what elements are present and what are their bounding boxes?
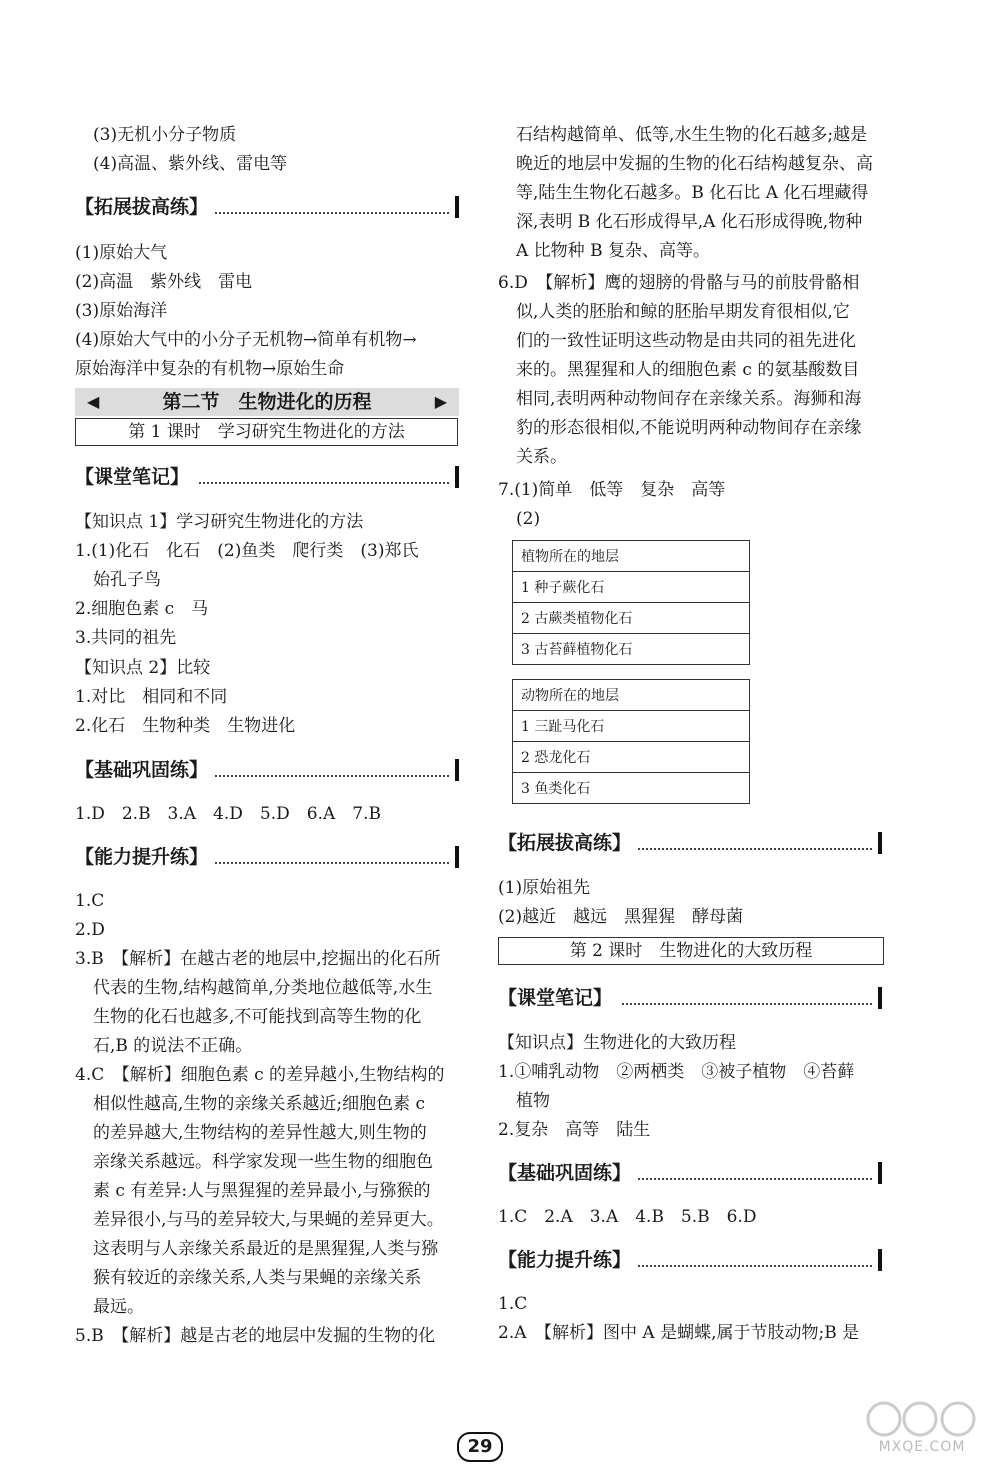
table-cell: 植物所在的地层 [513, 541, 750, 572]
dotted-rule [638, 1178, 872, 1180]
text-line: 1.C 2.A 3.A 4.B 5.B 6.D [498, 1207, 757, 1227]
header-label: 【课堂笔记】 [498, 987, 613, 1009]
text-line: 1.C [75, 891, 105, 911]
text-line: 最远。 [93, 1297, 144, 1317]
text-line: 2.A 【解析】图中 A 是蝴蝶,属于节肢动物;B 是 [498, 1323, 860, 1343]
text-line: 2.细胞色素 c 马 [75, 599, 209, 619]
header-nengli [498, 1245, 882, 1275]
table-row [513, 541, 750, 572]
dotted-rule [638, 848, 872, 850]
table-cell: 1 种子蕨化石 [513, 572, 750, 603]
text-line: (1)原始大气 [75, 243, 168, 263]
arrow-left-icon: ◀ [87, 392, 100, 411]
lesson-title-1: 第 1 课时 学习研究生物进化的方法 [75, 418, 458, 446]
text-line: (4)高温、紫外线、雷电等 [93, 154, 288, 174]
text-line: (2)高温 紫外线 雷电 [75, 272, 253, 292]
text-line: 来的。黑猩猩和人的细胞色素 c 的氨基酸数目 [516, 360, 860, 380]
text-line: 豹的形态很相似,不能说明两种动物间存在亲缘 [516, 418, 862, 438]
text-line: A 比物种 B 复杂、高等。 [516, 241, 710, 261]
text-line: 【知识点 1】学习研究生物进化的方法 [75, 512, 364, 532]
header-label: 【基础巩固练】 [75, 759, 209, 781]
text-line: 3.B 【解析】在越古老的地层中,挖掘出的化石所 [75, 949, 441, 969]
header-label: 【能力提升练】 [498, 1249, 632, 1271]
text-line: 素 c 有差异:人与黑猩猩的差异最小,与猕猴的 [93, 1181, 431, 1201]
table-row [513, 742, 750, 773]
text-line: 亲缘关系越远。科学家发现一些生物的细胞色 [93, 1152, 433, 1172]
text-line: 相同,表明两种动物间存在亲缘关系。海狮和海 [516, 389, 862, 409]
text-line: 1.对比 相同和不同 [75, 687, 228, 707]
text-line: 2.复杂 高等 陆生 [498, 1120, 651, 1140]
header-bar [455, 759, 459, 781]
text-line: 石,B 的说法不正确。 [93, 1036, 253, 1056]
header-label: 【拓展拔高练】 [498, 832, 632, 854]
text-line: 似,人类的胚胎和鲸的胚胎早期发育很相似,它 [516, 302, 850, 322]
text-line: 1.①哺乳动物 ②两栖类 ③被子植物 ④苔藓 [498, 1062, 855, 1082]
text-line: 7.(1)简单 低等 复杂 高等 [498, 480, 726, 500]
text-line: 深,表明 B 化石形成得早,A 化石形成得晚,物种 [516, 212, 863, 232]
table-cell: 动物所在的地层 [513, 680, 750, 711]
header-bar [878, 1162, 882, 1184]
text-line: 4.C 【解析】细胞色素 c 的差异越小,生物结构的 [75, 1065, 445, 1085]
text-line: 差异很小,与马的差异较大,与果蝇的差异更大。 [93, 1210, 444, 1230]
header-label: 【能力提升练】 [75, 846, 209, 868]
table-cell: 1 三趾马化石 [513, 711, 750, 742]
header-bar [878, 832, 882, 854]
dotted-rule [199, 482, 449, 484]
header-bar [455, 196, 459, 218]
header-jichu [75, 755, 459, 785]
text-line: (3)无机小分子物质 [93, 125, 237, 145]
text-line: 3.共同的祖先 [75, 628, 177, 648]
text-line: 相似性越高,生物的亲缘关系越近;细胞色素 c [93, 1094, 426, 1114]
text-line: 代表的生物,结构越简单,分类地位越低等,水生 [93, 978, 433, 998]
header-label: 【拓展拔高练】 [75, 196, 209, 218]
text-line: 们的一致性证明这些动物是由共同的祖先进化 [516, 331, 856, 351]
text-line: 关系。 [516, 447, 567, 467]
text-line: 【知识点 2】比较 [75, 658, 211, 678]
section-title [75, 388, 459, 416]
table-cell: 3 鱼类化石 [513, 773, 750, 804]
header-bar [455, 466, 459, 488]
header-nengli [75, 842, 459, 872]
table-cell: 2 古蕨类植物化石 [513, 603, 750, 634]
text-line: 始孔子鸟 [93, 570, 161, 590]
header-bar [878, 987, 882, 1009]
table-row [513, 634, 750, 665]
text-line: 猴有较近的亲缘关系,人类与果蝇的亲缘关系 [93, 1268, 422, 1288]
dotted-rule [215, 212, 449, 214]
text-line: 5.B 【解析】越是古老的地层中发掘的生物的化 [75, 1326, 436, 1346]
plant-strata-table [512, 540, 750, 665]
text-line: 1.D 2.B 3.A 4.D 5.D 6.A 7.B [75, 804, 381, 824]
dotted-rule [215, 862, 449, 864]
text-line: 1.C [498, 1294, 528, 1314]
header-ketang [498, 983, 882, 1013]
text-line: (2) [516, 509, 541, 529]
table-row [513, 711, 750, 742]
watermark-logo-icon [862, 1395, 982, 1439]
lesson-title-2: 第 2 课时 生物进化的大致历程 [498, 937, 884, 965]
header-label: 【基础巩固练】 [498, 1162, 632, 1184]
table-row [513, 603, 750, 634]
text-line: 6.D 【解析】鹰的翅膀的骨骼与马的前肢骨骼相 [498, 273, 860, 293]
dotted-rule [622, 1003, 872, 1005]
table-cell: 3 古苔藓植物化石 [513, 634, 750, 665]
watermark [862, 1395, 982, 1465]
text-line: 【知识点】生物进化的大致历程 [498, 1033, 736, 1053]
table-row [513, 773, 750, 804]
table-row [513, 572, 750, 603]
table-cell: 2 恐龙化石 [513, 742, 750, 773]
text-line: 原始海洋中复杂的有机物→原始生命 [75, 359, 345, 379]
header-ketang [75, 462, 459, 492]
dotted-rule [215, 775, 449, 777]
text-line: 这表明与人亲缘关系最近的是黑猩猩,人类与猕 [93, 1239, 439, 1259]
watermark-text: MXQE.COM [878, 1439, 966, 1455]
table-row [513, 680, 750, 711]
text-line: 2.D [75, 920, 105, 940]
text-line: 生物的化石也越多,不可能找到高等生物的化 [93, 1007, 422, 1027]
section-title-text: 第二节 生物进化的历程 [162, 391, 372, 413]
text-line: (1)原始祖先 [498, 878, 591, 898]
text-line: 2.化石 生物种类 生物进化 [75, 716, 296, 736]
text-line: 石结构越简单、低等,水生生物的化石越多;越是 [516, 125, 868, 145]
text-line: 的差异越大,生物结构的差异性越大,则生物的 [93, 1123, 427, 1143]
text-line: 植物 [516, 1091, 550, 1111]
header-label: 【课堂笔记】 [75, 466, 190, 488]
header-bar [878, 1249, 882, 1271]
text-line: 晚近的地层中发掘的生物的化石结构越复杂、高 [516, 154, 873, 174]
header-jichu [498, 1158, 882, 1188]
text-line: 等,陆生生物化石越多。B 化石比 A 化石埋藏得 [516, 183, 869, 203]
text-line: 1.(1)化石 化石 (2)鱼类 爬行类 (3)郑氏 [75, 541, 419, 561]
page-number: 29 [457, 1432, 503, 1462]
dotted-rule [638, 1265, 872, 1267]
header-tuozhan [498, 828, 882, 858]
header-bar [455, 846, 459, 868]
text-line: (2)越近 越远 黑猩猩 酵母菌 [498, 907, 744, 927]
header-tuozhan [75, 192, 459, 222]
arrow-right-icon: ▶ [434, 392, 447, 411]
text-line: (3)原始海洋 [75, 301, 168, 321]
text-line: (4)原始大气中的小分子无机物→简单有机物→ [75, 330, 417, 350]
animal-strata-table [512, 679, 750, 804]
